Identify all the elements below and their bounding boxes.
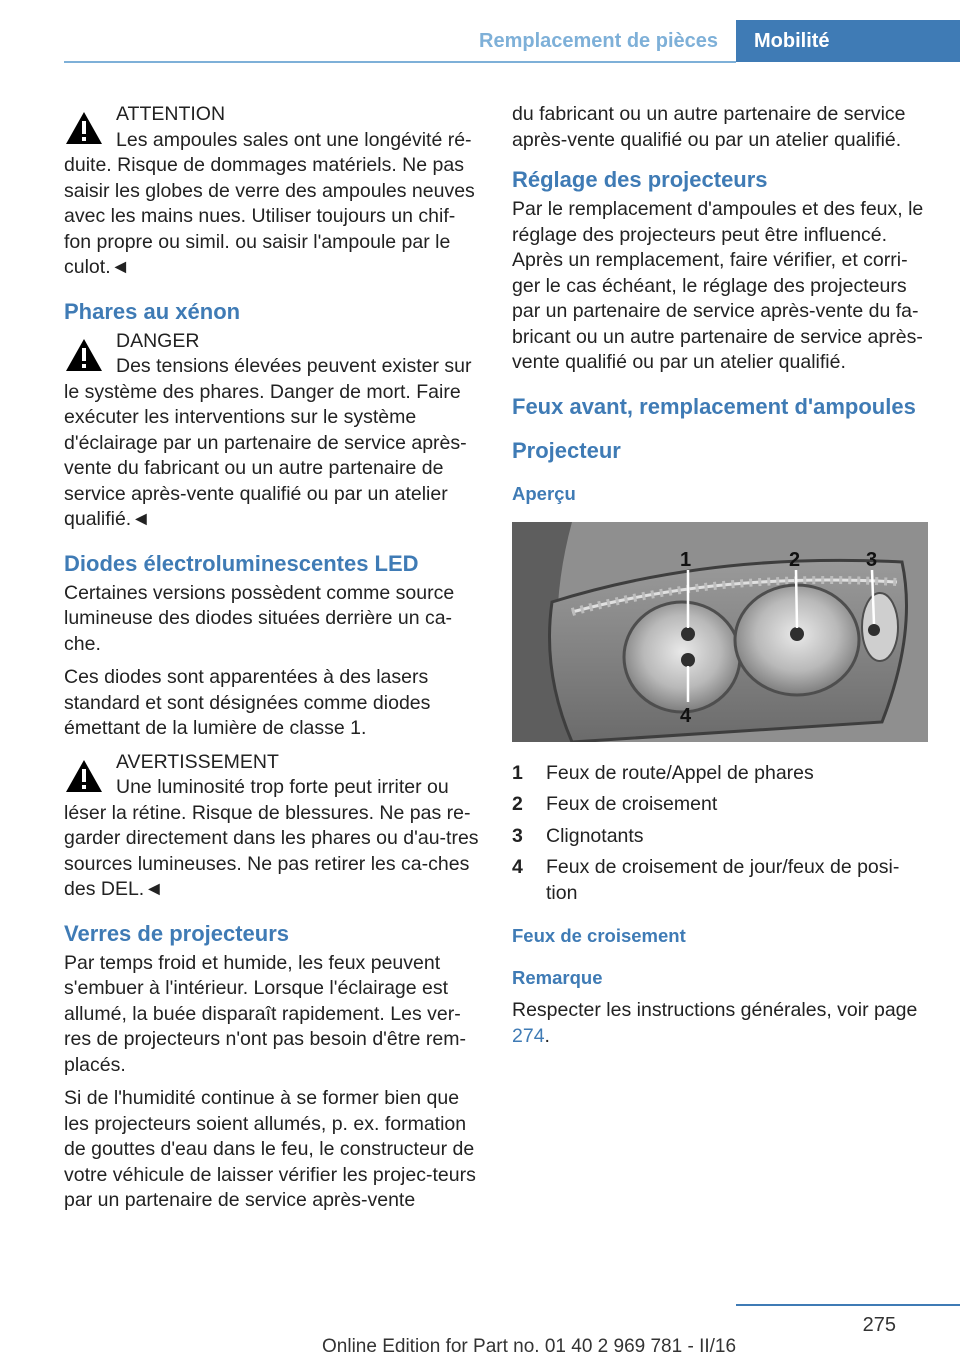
warning-line1: Une luminosité trop forte peut irriter ou: [116, 776, 449, 798]
headlight-figure: [512, 522, 928, 742]
danger-notice: [64, 329, 482, 533]
led-heading: Diodes électroluminescentes LED: [64, 550, 419, 576]
header-rule: [64, 61, 736, 63]
legend-item: [512, 824, 928, 850]
continued-paragraph: du fabricant ou un autre partenaire de service après-vente qualifié ou par un atelier qualifié.: [512, 103, 906, 151]
xenon-heading: Phares au xénon: [64, 298, 241, 324]
page-header: [0, 20, 960, 62]
front-lights-heading: Feux avant, remplacement d'ampoules: [512, 393, 916, 419]
danger-text: le système des phares. Danger de mort. Faire exécuter les interventions sur le système d'éclairage par un partenaire de service après-vente du fabricant ou un autre partenaire de service après-vente qualifié ou par un atelier qualifié.◄: [64, 380, 467, 530]
legend-number: 4: [512, 856, 523, 878]
callout-1: 1: [680, 548, 692, 571]
legend-number: 3: [512, 824, 523, 847]
legend-number: 2: [512, 793, 523, 815]
header-chapter: Mobilité: [736, 20, 960, 62]
led-paragraph-1: Certaines versions possèdent comme source lumineuse des diodes situées derrière un ca-che.: [64, 581, 455, 655]
attention-notice: [64, 102, 482, 281]
callout-2: 2: [789, 548, 801, 571]
legend-list: [512, 761, 928, 907]
right-column: [512, 102, 928, 1057]
header-section: Remplacement de pièces: [479, 30, 718, 52]
danger-line1: Des tensions élevées peuvent exister sur: [116, 355, 472, 377]
remark-end: .: [544, 1024, 550, 1047]
lens-heading: Verres de projecteurs: [64, 920, 290, 946]
remark-heading: Remarque: [512, 967, 603, 988]
legend-text: Feux de croisement: [546, 793, 718, 815]
remark-text: Respecter les instructions générales, voir page: [512, 999, 918, 1021]
legend-item: [512, 792, 928, 818]
warning-title: AVERTISSEMENT: [116, 750, 279, 773]
legend-text: Clignotants: [546, 824, 644, 847]
legend-item: [512, 855, 928, 906]
lens-paragraph-1: Par temps froid et humide, les feux peuvent s'embuer à l'intérieur. Lorsque l'éclairage est allumé, la buée disparaît rapidement. Les ver-res de projecteurs n'ont pas besoin d'être rem-placés.: [64, 951, 466, 1076]
callout-4: 4: [680, 704, 692, 727]
remark-paragraph: [512, 998, 928, 1049]
led-paragraph-2: Ces diodes sont apparentées à des lasers standard et sont désignées comme diodes émettant de la lumière de classe 1.: [64, 666, 431, 739]
lens-paragraph-2: Si de l'humidité continue à se former bien que les projecteurs soient allumés, p. ex. formation de gouttes d'eau dans le feu, le constructeur de votre véhicule de laisser vérifier les projec-teurs par un partenaire de service après-vente: [64, 1087, 476, 1211]
callout-3: 3: [866, 548, 878, 571]
attention-title: ATTENTION: [116, 103, 226, 125]
edition-text: Online Edition for Part no. 01 40 2 969 781 - II/16: [322, 1336, 737, 1357]
warning-notice: [64, 750, 482, 903]
attention-text: duite. Risque de dommages matériels. Ne pas saisir les globes de verre des ampoules neuves avec les mains nues. Utiliser toujours un chif-fon propre ou simil. ou saisir l'ampoule par le culot.◄: [64, 154, 475, 278]
left-column: [64, 102, 482, 1222]
adjust-paragraph: Par le remplacement d'ampoules et des feux, le réglage des projecteurs peut être influencé. Après un remplacement, faire vérifier, et corri-ger le cas échéant, le réglage des projecteurs par un partenaire de service après-vente du fa-bricant ou un autre partenaire de service après-vente qualifié ou par un atelier qualifié.: [512, 198, 924, 373]
warning-triangle-icon: [64, 758, 104, 794]
adjust-heading: Réglage des projecteurs: [512, 167, 768, 192]
legend-text: Feux de croisement de jour/feux de posi-tion: [546, 856, 900, 904]
footer-rule: [736, 1304, 960, 1306]
projector-heading: Projecteur: [512, 437, 621, 463]
legend-text: Feux de route/Appel de phares: [546, 761, 814, 784]
warning-triangle-icon: [64, 110, 104, 146]
danger-title: DANGER: [116, 329, 200, 352]
legend-number: 1: [512, 761, 523, 784]
low-beam-heading: Feux de croisement: [512, 925, 686, 946]
page-number: 275: [862, 1314, 896, 1336]
warning-triangle-icon: [64, 337, 104, 373]
legend-item: [512, 761, 928, 787]
warning-text: léser la rétine. Risque de blessures. Ne pas re-garder directement dans les phares ou d'au-tres sources lumineuses. Ne pas retirer les ca-ches des DEL.◄: [64, 801, 479, 900]
page-link[interactable]: 274: [512, 1024, 545, 1047]
overview-heading: Aperçu: [512, 482, 576, 504]
attention-line1: Les ampoules sales ont une longévité ré-: [116, 128, 472, 151]
